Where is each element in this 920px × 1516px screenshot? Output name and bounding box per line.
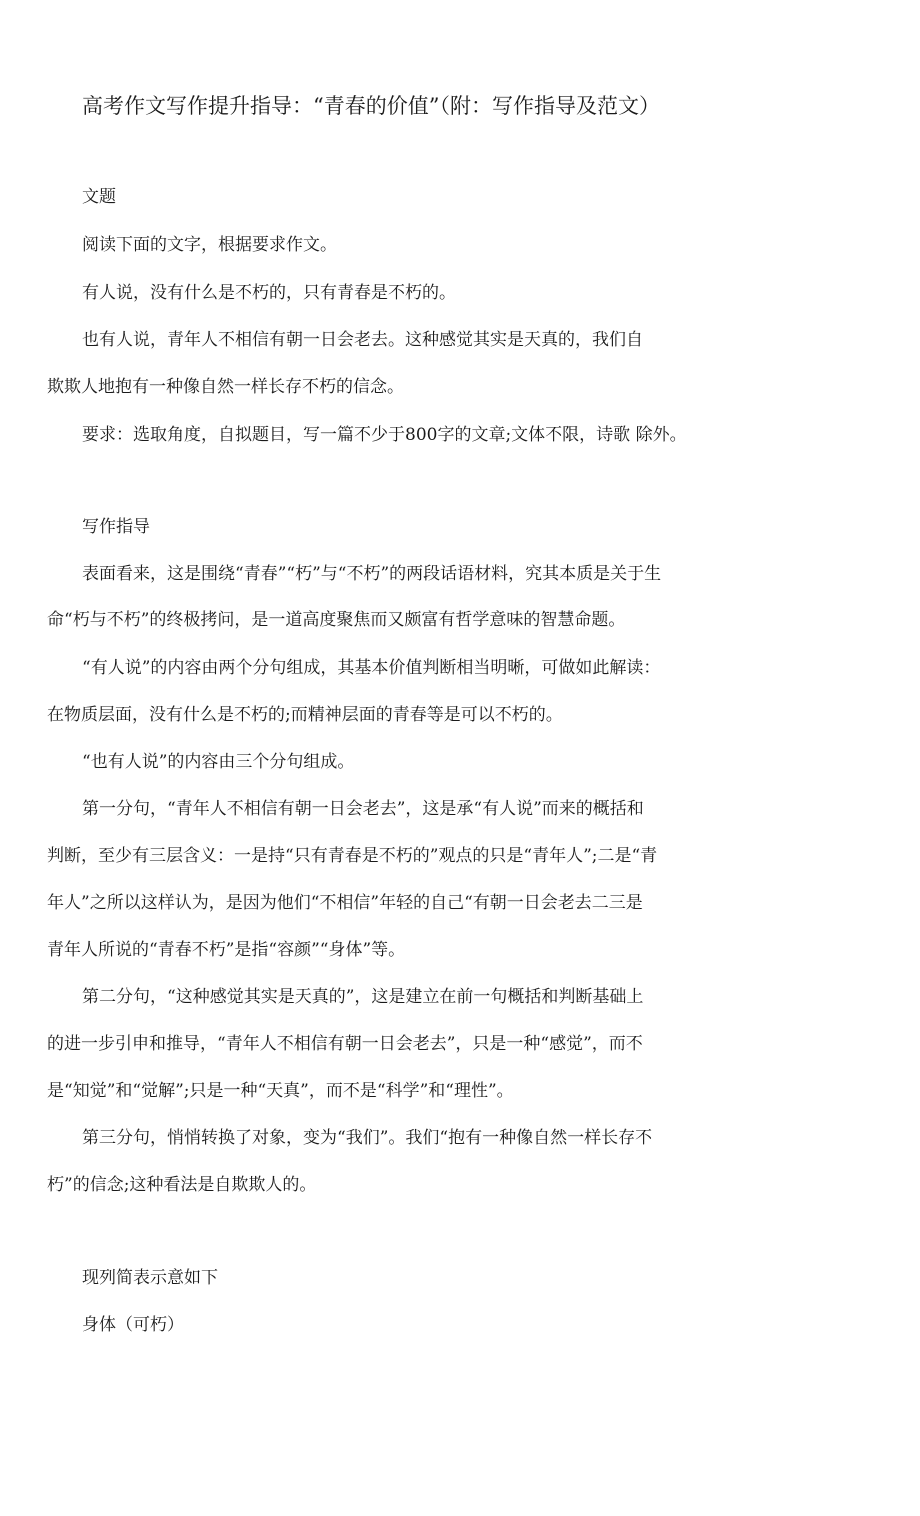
topic-quote-2-line-1: 也有人说，青年人不相信有朝一日会老去。这种感觉其实是天真的，我们自 bbox=[82, 330, 643, 350]
guide-p4-line-3: 年人”之所以这样认为，是因为他们“不相信”年轻的自己“有朝一日会老去二三是 bbox=[47, 893, 643, 913]
topic-quote-1: 有人说，没有什么是不朽的，只有青春是不朽的。 bbox=[82, 283, 456, 303]
topic-heading: 文题 bbox=[82, 187, 116, 207]
topic-instruction: 阅读下面的文字，根据要求作文。 bbox=[82, 235, 337, 255]
guide-heading: 写作指导 bbox=[82, 517, 150, 537]
guide-p6-line-2: 朽”的信念;这种看法是自欺欺人的。 bbox=[47, 1175, 317, 1195]
guide-p1-line-1: 表面看来，这是围绕“青春”“朽”与“不朽”的两段话语材料，究其本质是关于生 bbox=[82, 564, 662, 584]
guide-p3: “也有人说”的内容由三个分句组成。 bbox=[82, 752, 355, 772]
topic-quote-2-line-2: 欺欺人地抱有一种像自然一样长存不朽的信念。 bbox=[47, 377, 404, 397]
guide-p2-line-1: “有人说”的内容由两个分句组成，其基本价值判断相当明晰，可做如此解读： bbox=[82, 658, 661, 678]
guide-p6-line-1: 第三分句，悄悄转换了对象，变为“我们”。我们“抱有一种像自然一样长存不 bbox=[82, 1128, 653, 1148]
guide-p1-line-2: 命“朽与不朽”的终极拷问，是一道高度聚焦而又颇富有哲学意味的智慧命题。 bbox=[47, 610, 626, 630]
topic-requirement: 要求：选取角度，自拟题目，写一篇不少于800字的文章;文体不限，诗歌 除外。 bbox=[82, 425, 687, 445]
guide-p4-line-1: 第一分句，“青年人不相信有朝一日会老去”，这是承“有人说”而来的概括和 bbox=[82, 799, 644, 819]
guide-p2-line-2: 在物质层面，没有什么是不朽的;而精神层面的青春等是可以不朽的。 bbox=[47, 705, 563, 725]
guide-p5-line-1: 第二分句，“这种感觉其实是天真的”，这是建立在前一句概括和判断基础上 bbox=[82, 987, 644, 1007]
table-intro-heading: 现列简表示意如下 bbox=[82, 1268, 218, 1288]
document-title: 高考作文写作提升指导：“青春的价值”（附：写作指导及范文） bbox=[82, 94, 660, 118]
guide-p4-line-4: 青年人所说的“青春不朽”是指“容颜”“身体”等。 bbox=[47, 940, 406, 960]
guide-p5-line-2: 的进一步引申和推导，“青年人不相信有朝一日会老去”，只是一种“感觉”，而不 bbox=[47, 1034, 643, 1054]
guide-p5-line-3: 是“知觉”和“觉解”;只是一种“天真”，而不是“科学”和“理性”。 bbox=[47, 1081, 514, 1101]
table-intro-item: 身体（可朽） bbox=[82, 1315, 184, 1335]
guide-p4-line-2: 判断，至少有三层含义：一是持“只有青春是不朽的”观点的只是“青年人”;二是“青 bbox=[47, 846, 658, 866]
